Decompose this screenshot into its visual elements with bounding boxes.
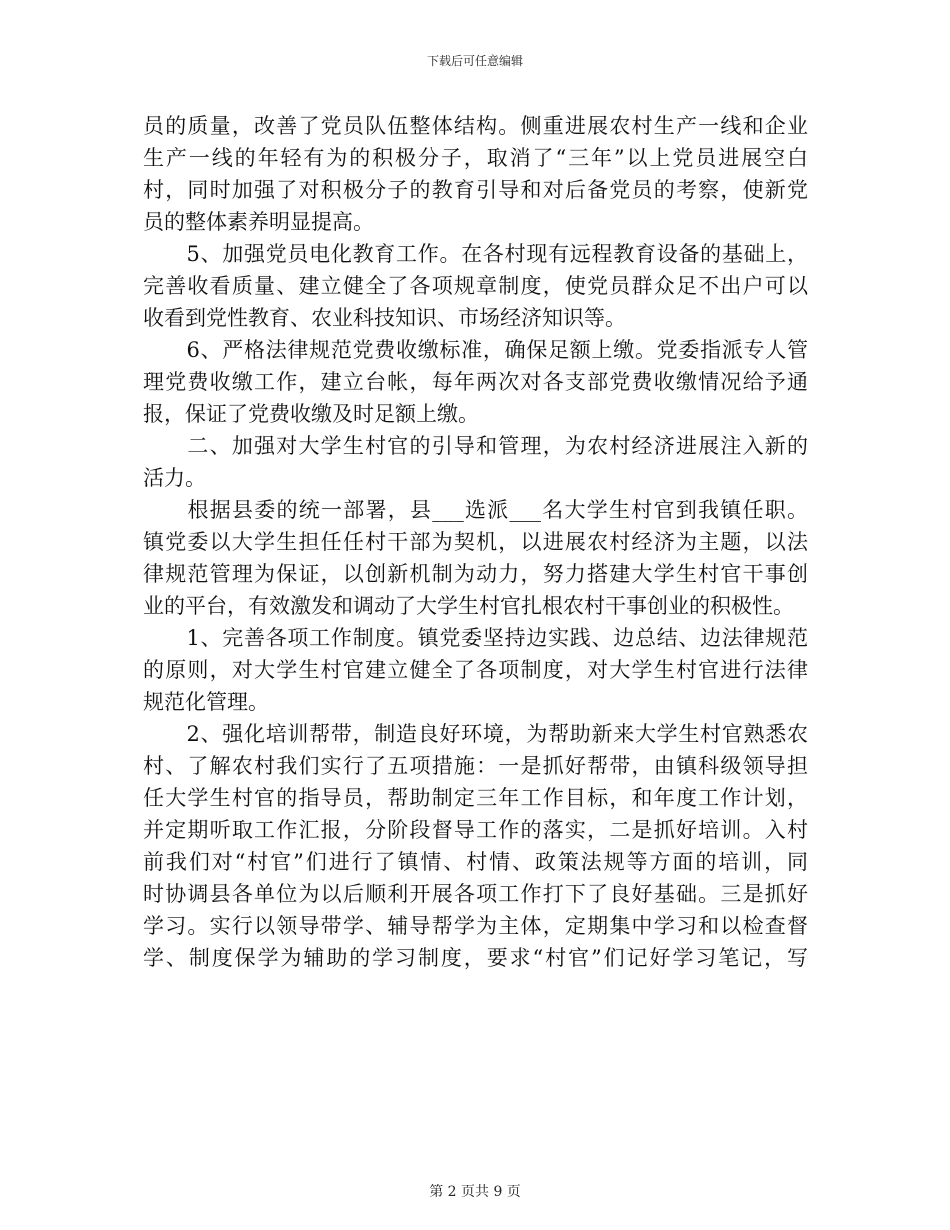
paragraph xyxy=(143,494,808,622)
text-line: 二、加强对大学生村官的引导和管理，为农村经济进展注入新的 xyxy=(143,434,808,458)
page-footer: 第 2 页共 9 页 xyxy=(429,1184,521,1200)
text-line: 前我们对“村官”们进行了镇情、村情、政策法规等方面的培训，同 xyxy=(143,850,808,874)
text-line: 学习。实行以领导带学、辅导帮学为主体，定期集中学习和以检查督 xyxy=(143,914,808,938)
text-line: 业的平台，有效激发和调动了大学生村官扎根农村干事创业的积极性。 xyxy=(143,594,794,618)
section-heading xyxy=(143,430,808,494)
paragraph xyxy=(143,110,808,238)
text-line: 6、严格法律规范党费收缴标准，确保足额上缴。党委指派专人管 xyxy=(143,338,808,362)
text-line: 的原则，对大学生村官建立健全了各项制度，对大学生村官进行法律 xyxy=(143,658,808,682)
document-body xyxy=(143,110,808,974)
paragraph xyxy=(143,334,808,430)
paragraph xyxy=(143,718,808,974)
text-line: 2、强化培训帮带，制造良好环境，为帮助新来大学生村官熟悉农 xyxy=(143,722,808,746)
text-line: 根据县委的统一部署，县___选派___名大学生村官到我镇任职。 xyxy=(143,498,808,522)
text-line: 并定期听取工作汇报，分阶段督导工作的落实，二是抓好培训。入村 xyxy=(143,818,808,842)
text-line: 完善收看质量、建立健全了各项规章制度，使党员群众足不出户可以 xyxy=(143,274,808,298)
text-line: 村，同时加强了对积极分子的教育引导和对后备党员的考察，使新党 xyxy=(143,178,808,202)
text-line: 员的整体素养明显提高。 xyxy=(143,210,374,234)
text-line: 生产一线的年轻有为的积极分子，取消了“三年”以上党员进展空白 xyxy=(143,146,808,170)
text-line: 时协调县各单位为以后顺利开展各项工作打下了良好基础。三是抓好 xyxy=(143,882,808,906)
text-line: 任大学生村官的指导员，帮助制定三年工作目标，和年度工作计划， xyxy=(143,786,808,810)
text-line: 村、了解农村我们实行了五项措施：一是抓好帮带，由镇科级领导担 xyxy=(143,754,808,778)
text-line: 镇党委以大学生担任任村干部为契机，以进展农村经济为主题，以法 xyxy=(143,530,808,554)
text-line: 1、完善各项工作制度。镇党委坚持边实践、边总结、边法律规范 xyxy=(143,626,808,650)
text-line: 5、加强党员电化教育工作。在各村现有远程教育设备的基础上， xyxy=(143,242,808,266)
paragraph xyxy=(143,622,808,718)
paragraph xyxy=(143,238,808,334)
text-line: 律规范管理为保证，以创新机制为动力，努力搭建大学生村官干事创 xyxy=(143,562,808,586)
text-line: 员的质量，改善了党员队伍整体结构。侧重进展农村生产一线和企业 xyxy=(143,114,808,138)
text-line: 规范化管理。 xyxy=(143,690,269,714)
text-line: 收看到党性教育、农业科技知识、市场经济知识等。 xyxy=(143,306,626,330)
text-line: 活力。 xyxy=(143,466,206,490)
text-line: 理党费收缴工作，建立台帐，每年两次对各支部党费收缴情况给予通 xyxy=(143,370,808,394)
text-line: 报，保证了党费收缴及时足额上缴。 xyxy=(143,402,479,426)
page-header: 下载后可任意编辑 xyxy=(426,54,523,68)
text-line: 学、制度保学为辅助的学习制度，要求“村官”们记好学习笔记，写 xyxy=(143,946,808,970)
